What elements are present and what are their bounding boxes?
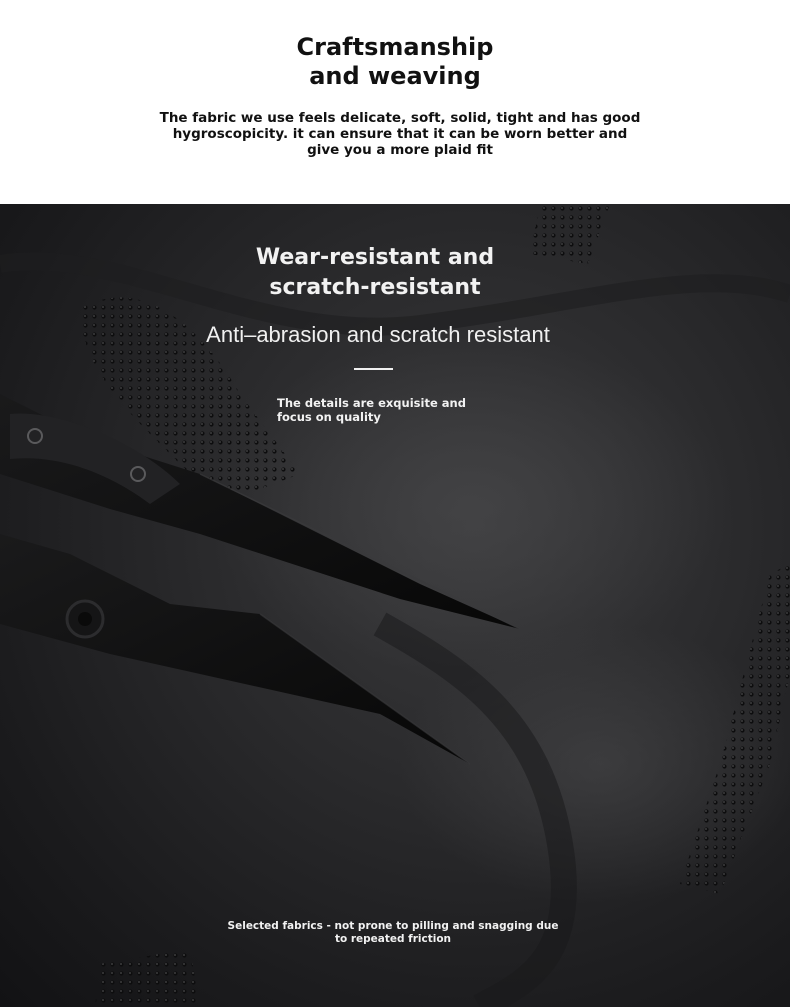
feature-title-line1: Wear-resistant and — [255, 245, 495, 270]
perforation-strip — [95, 949, 200, 1007]
fabric-caption: Selected fabrics - not prone to pilling and snagging due to repeated friction — [227, 920, 559, 945]
section-description: The fabric we use feels delicate, soft, solid, tight and has good hygroscopicity. it can ensure that it can be worn better and give you a more plaid fit — [159, 110, 641, 158]
divider — [354, 368, 393, 370]
feature-title-line2: scratch-resistant — [269, 275, 481, 300]
intro-section — [0, 0, 790, 204]
section-title — [0, 33, 790, 91]
detail-caption: The details are exquisite and focus on quality — [277, 396, 466, 424]
feature-subtitle: Anti–abrasion and scratch resistant — [206, 322, 550, 347]
section-title-line2: and weaving — [309, 62, 481, 90]
feature-title — [0, 243, 750, 303]
fabric-highlight — [210, 334, 730, 674]
product-photo — [0, 204, 790, 1007]
section-title-line1: Craftsmanship — [296, 33, 494, 61]
